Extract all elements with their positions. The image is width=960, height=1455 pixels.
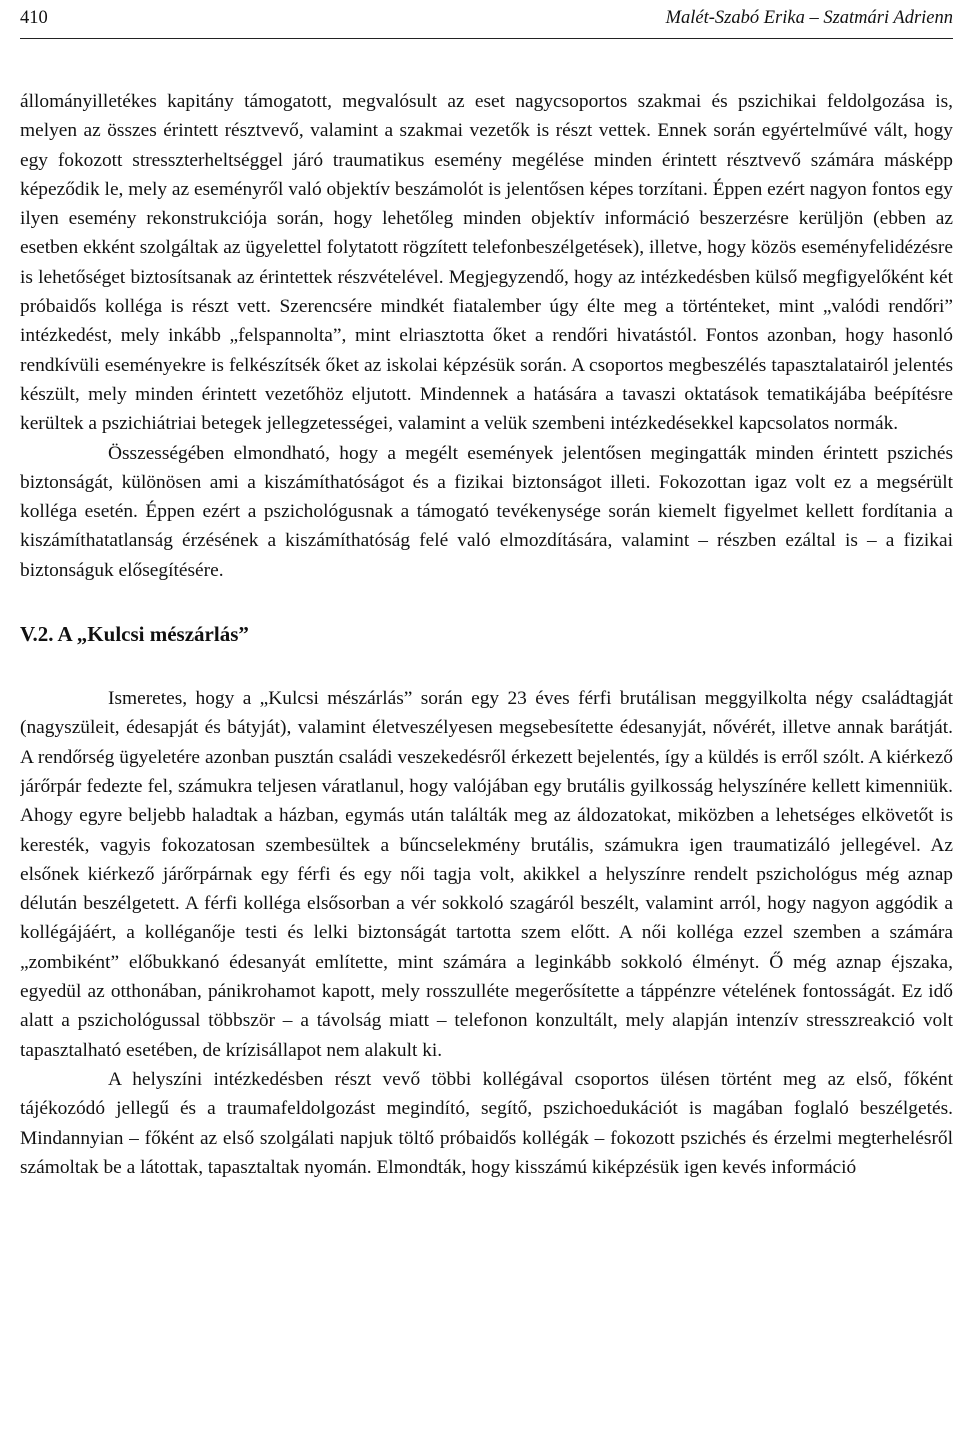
- paragraph: Ismeretes, hogy a „Kulcsi mészárlás” során egy 23 éves férfi brutálisan meggyilkolta négy családtagját (nagyszüleit, édesapját és bátyját), valamint életveszélyesen megsebesítette édesanyját, nővérét, illetve annak barátját. A rendőrség ügyeletére azonban pusztán családi veszekedésről érkezett bejelentés, így a küldés is erről szólt. A kiérkező járőrpár fedezte fel, számukra teljesen váratlanul, hogy valójában egy brutális gyilkosság helyszínére kellett kimenniük. Ahogy egyre beljebb haladtak a házban, egymás után találták meg az áldozatokat, miközben a lehetséges elkövetőt is keresték, vagyis fokozatosan szembesültek a bűncselekmény brutális, számukra igen traumatizáló jellegével. Az elsőnek kiérkező járőrpárnak egy férfi és egy női tagja volt, akikkel a helyszínre rendelt pszichológus még aznap délután beszélgetett. A férfi kolléga elsősorban a vér sokkoló szagáról beszélt, valamint arról, hogy nagyon aggódik a kollégájáért, a kolléganője testi és lelki biztonságát tartotta szem előtt. A női kolléga ezzel szemben a számára „zombiként” előbukkanó édesanyát említette, mint számára a leginkább sokkoló élményt. Ő még aznap éjszaka, egyedül az otthonában, pánikrohamot kapott, mely rosszulléte megerősítette a táppénzre vételének fontosságát. Ez idő alatt a pszichológussal többször – a távolság miatt – telefonon konzultált, mely alapján intenzív stresszreakció volt tapasztalható esetében, de krízisállapot nem alakult ki.: [20, 688, 953, 1061]
- section-heading: V.2. A „Kulcsi mészárlás”: [20, 622, 249, 647]
- paragraph: A helyszíni intézkedésben részt vevő többi kollégával csoportos ülésen történt meg az első, főként tájékozódó jellegű és a traumafeldolgozást megindító, segítő, pszichoedukációt is magában foglaló beszélgetés. Mindannyian – főként az első szolgálati napjuk töltő próbaidős kollégák – fokozott pszichés és érzelmi megterhelésről számoltak be a látottak, tapasztaltak nyomán. Elmondták, hogy kisszámú kiképzésük igen kevés információ: [20, 1068, 953, 1178]
- page-header: [20, 0, 953, 38]
- header-rule: [20, 38, 953, 39]
- paragraph: állományilletékes kapitány támogatott, megvalósult az eset nagycsoportos szakmai és pszichikai feldolgozása is, melyen az összes érintett résztvevő, valamint a szakmai vezetők is részt vettek. Ennek során egyértelművé vált, hogy egy fokozott stresszterheltséggel járó traumatikus esemény megélése minden érintett résztvevő számára másképp képeződik le, mely az eseményről való objektív beszámolót is jelentősen képes torzítani. Éppen ezért nagyon fontos egy ilyen esemény rekonstrukciója során, hogy lehetőleg minden objektív információ beszerzésre kerüljön (ebben az esetben ekként szolgáltak az ügyelettel folytatott rögzített telefonbeszélgetések), illetve, hogy közös eseményfelidézésre is lehetőséget biztosítsanak az érintettek részvételével. Megjegyzendő, hogy az intézkedésben külső megfigyelőként két próbaidős kolléga is részt vett. Szerencsére mindkét fiatalember úgy élte meg a történteket, mint „valódi rendőri” intézkedést, mely inkább „felspannolta”, mint elriasztotta őket a rendőri hivatástól. Fontos azonban, hogy hasonló rendkívüli eseményekre is felkészítsék őket az iskolai képzésük során. A csoportos megbeszélés tapasztalatairól jelentés készült, mely minden érintett vezetőhöz eljutott. Mindennek a hatására a tavaszi oktatások tematikájába beépítésre kerültek a pszichiátriai betegek jellegzetességei, valamint a velük szembeni intézkedésekkel kapcsolatos normák.: [20, 91, 953, 435]
- body-text: [20, 87, 953, 1182]
- page-number: 410: [20, 8, 48, 28]
- document-page: [20, 0, 953, 1455]
- paragraph: Összességében elmondható, hogy a megélt események jelentősen megingatták minden érintett pszichés biztonságát, különösen ami a kiszámíthatóságot és a fizikai biztonságot illeti. Fokozottan igaz volt ez a megsérült kolléga esetén. Éppen ezért a pszichológusnak a támogató tevékenysége során kiemelt figyelmet kellett fordítania a kiszámíthatatlanság érzésének a kiszámíthatóság felé való elmozdítására, valamint – részben ezáltal is – a fizikai biztonságuk elősegítésére.: [20, 442, 953, 581]
- running-head: Malét-Szabó Erika – Szatmári Adrienn: [665, 8, 953, 28]
